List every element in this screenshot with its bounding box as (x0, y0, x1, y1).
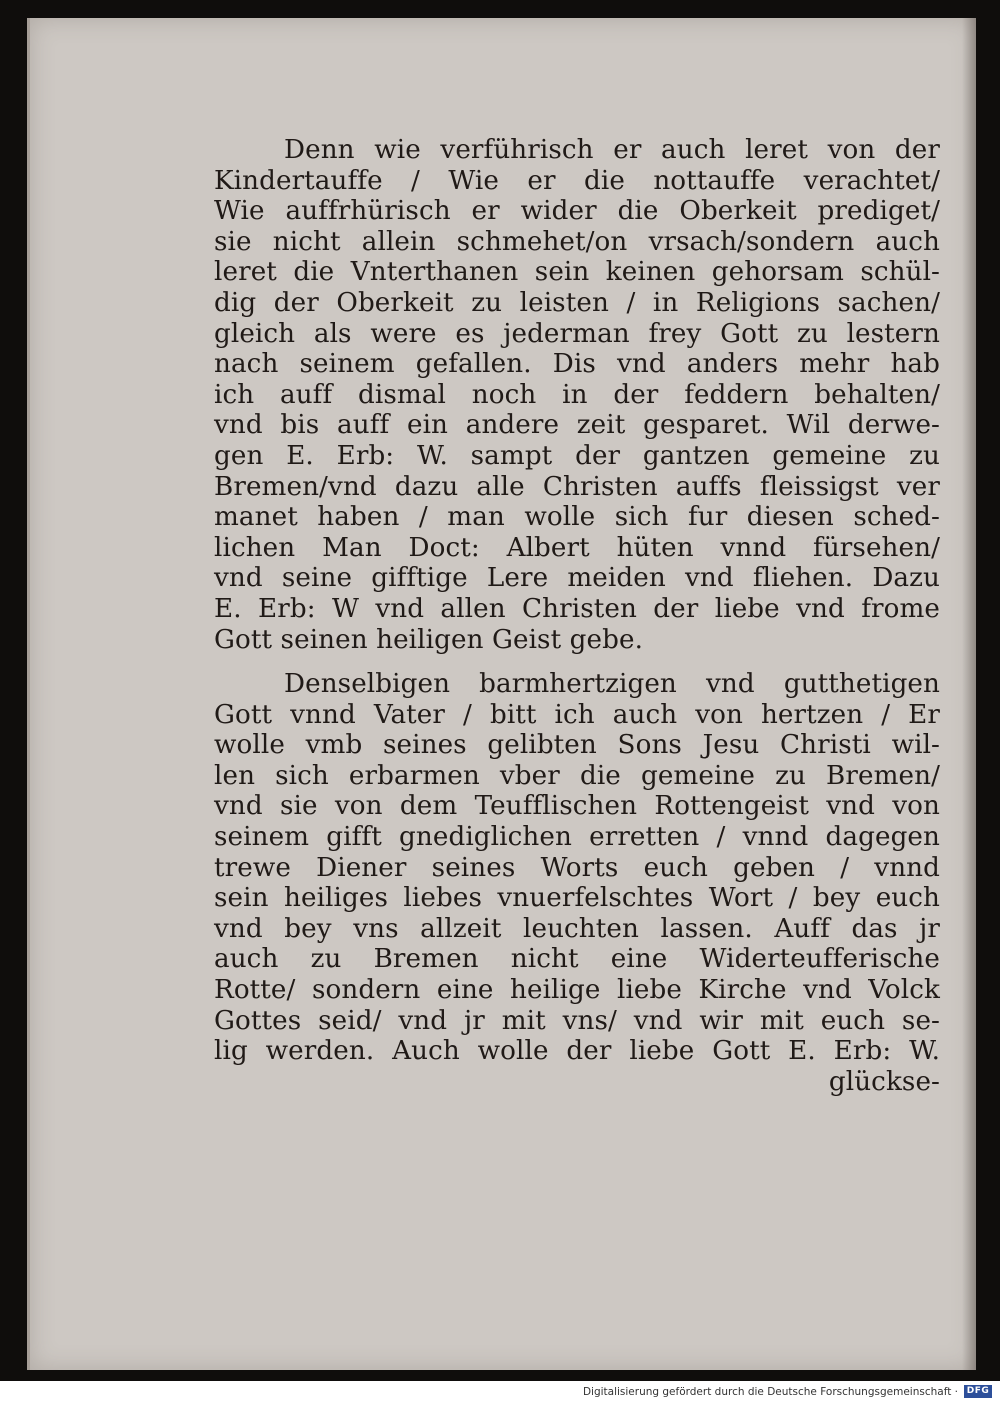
text-line: Denselbigen barmhertzigen vnd gutthetigen (284, 669, 940, 700)
text-line: gleich als were es jederman frey Gott zu lestern (214, 318, 940, 349)
text-line: Gottes seid/ vnd jr mit vns/ vnd wir mit euch se- (214, 1005, 940, 1036)
text-line: lichen Man Doct: Albert hüten vnnd fürsehen/ (214, 532, 940, 563)
text-line: manet haben / man wolle sich fur diesen sched- (214, 502, 940, 533)
text-line: ich auff dismal noch in der feddern behalten/ (214, 379, 940, 410)
text-line: lig werden. Auch wolle der liebe Gott E. Erb: W. (214, 1036, 940, 1067)
text-line: Rotte/ sondern eine heilige liebe Kirche vnd Volck (214, 975, 940, 1006)
text-line: gen E. Erb: W. sampt der gantzen gemeine zu (214, 440, 940, 471)
text-line: dig der Oberkeit zu leisten / in Religions sachen/ (214, 287, 940, 318)
paragraph-1 (214, 135, 940, 655)
text-line: nach seinem gefallen. Dis vnd anders mehr hab (214, 349, 940, 380)
footer-bar (0, 1381, 1000, 1403)
text-line: Gott vnnd Vater / bitt ich auch von hertzen / Er (214, 699, 940, 730)
text-line: trewe Diener seines Worts euch geben / vnnd (214, 852, 940, 883)
dfg-logo-icon: DFG (964, 1385, 992, 1398)
text-line: vnd bey vns allzeit leuchten lassen. Auff das jr (214, 913, 940, 944)
funding-credit: Digitalisierung gefördert durch die Deutsche Forschungsgemeinschaft · (582, 1386, 958, 1398)
text-line: vnd bis auff ein andere zeit gesparet. Wil derwe- (214, 410, 940, 441)
text-line: Kindertauffe / Wie er die nottauffe verachtet/ (214, 165, 940, 196)
text-line: seinem gifft gnediglichen erretten / vnnd dagegen (214, 822, 940, 853)
text-line: leret die Vnterthanen sein keinen gehorsam schül- (214, 257, 940, 288)
text-line: auch zu Bremen nicht eine Widerteufferische (214, 944, 940, 975)
text-line: sein heiliges liebes vnuerfelschtes Wort / bey euch (214, 883, 940, 914)
document-page (27, 18, 976, 1370)
catchword: glückse- (828, 1066, 940, 1097)
text-line: Denn wie verführisch er auch leret von der (284, 135, 940, 165)
text-line: wolle vmb seines gelibten Sons Jesu Christi wil- (214, 730, 940, 761)
text-line: vnd sie von dem Teufflischen Rottengeist vnd von (214, 791, 940, 822)
text-line: sie nicht allein schmehet/on vrsach/sondern auch (214, 226, 940, 257)
text-block (214, 135, 940, 1097)
text-line: Gott seinen heiligen Geist gebe. (214, 624, 643, 655)
text-line: Bremen/vnd dazu alle Christen auffs fleissigst ver (214, 471, 940, 502)
text-line: vnd seine gifftige Lere meiden vnd fliehen. Dazu (214, 563, 940, 594)
text-line: E. Erb: W vnd allen Christen der liebe vnd frome (214, 593, 940, 624)
paragraph-2 (214, 669, 940, 1097)
text-line: len sich erbarmen vber die gemeine zu Bremen/ (214, 760, 940, 791)
text-line: Wie auffrhürisch er wider die Oberkeit prediget/ (214, 196, 940, 227)
